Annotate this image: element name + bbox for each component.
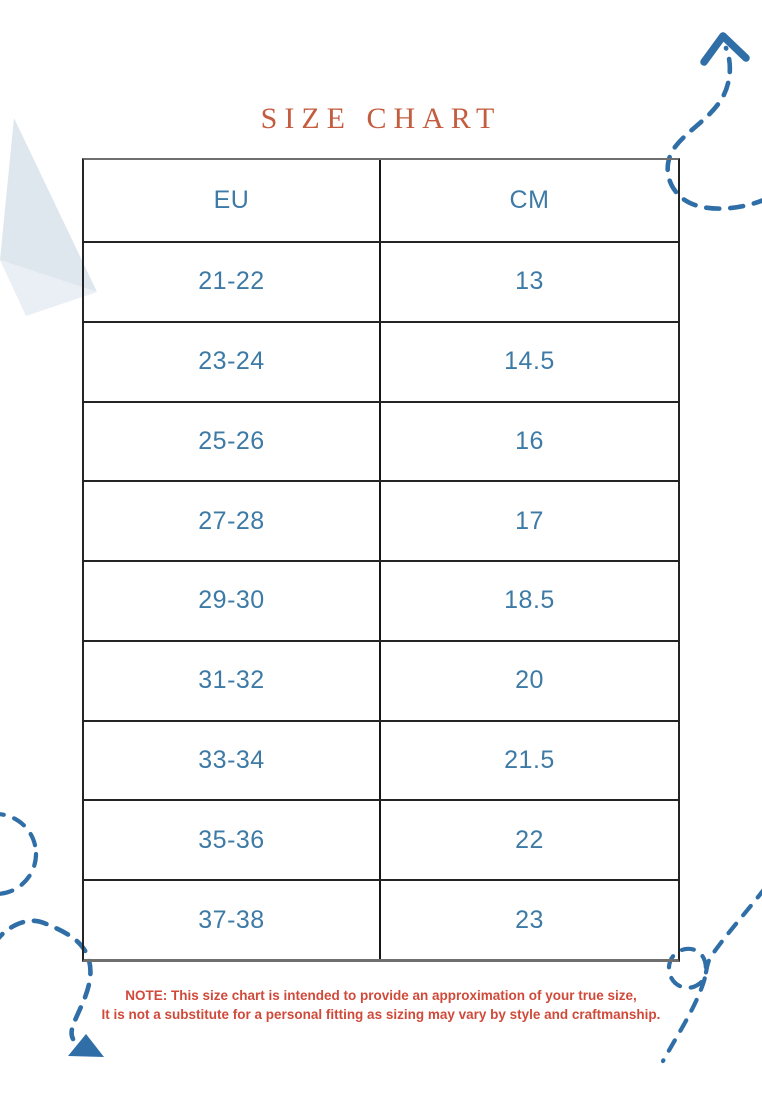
cm-size-cell: 21.5 bbox=[504, 746, 555, 775]
table-row bbox=[84, 241, 678, 321]
cm-size-cell: 16 bbox=[515, 426, 544, 455]
table-row bbox=[84, 480, 678, 560]
table-header-row bbox=[84, 160, 678, 241]
column-header-cm: CM bbox=[509, 186, 550, 214]
eu-size-cell: 27-28 bbox=[84, 482, 381, 560]
table-row bbox=[84, 720, 678, 800]
table-row bbox=[84, 401, 678, 481]
size-chart-table bbox=[82, 158, 680, 962]
page-title: SIZE CHART bbox=[260, 102, 502, 135]
cm-size-cell: 14.5 bbox=[504, 347, 555, 376]
eu-size-cell: 37-38 bbox=[84, 881, 381, 959]
cm-size-cell: 23 bbox=[515, 905, 544, 934]
table-row bbox=[84, 879, 678, 959]
dashed-circle bbox=[0, 814, 36, 894]
arrow-down-left-icon bbox=[68, 1034, 104, 1057]
arrow-up-icon bbox=[704, 36, 746, 62]
table-row bbox=[84, 799, 678, 879]
eu-size-cell: 31-32 bbox=[84, 642, 381, 720]
eu-size-cell: 35-36 bbox=[84, 801, 381, 879]
eu-size-cell: 29-30 bbox=[84, 562, 381, 640]
note-line-1: NOTE: This size chart is intended to provide an approximation of your true size, bbox=[125, 988, 637, 1003]
disclaimer-note bbox=[0, 987, 762, 1024]
cm-size-cell: 22 bbox=[515, 825, 544, 854]
eu-size-cell: 23-24 bbox=[84, 323, 381, 401]
eu-size-cell: 25-26 bbox=[84, 403, 381, 481]
cm-size-cell: 17 bbox=[515, 506, 544, 535]
table-row bbox=[84, 640, 678, 720]
note-line-2: It is not a substitute for a personal fitting as sizing may vary by style and craftmanship. bbox=[101, 1006, 661, 1022]
table-row bbox=[84, 321, 678, 401]
cm-size-cell: 18.5 bbox=[504, 586, 555, 615]
eu-size-cell: 33-34 bbox=[84, 722, 381, 800]
table-row bbox=[84, 560, 678, 640]
cm-size-cell: 20 bbox=[515, 666, 544, 695]
cm-size-cell: 13 bbox=[515, 267, 544, 296]
eu-size-cell: 21-22 bbox=[84, 243, 381, 321]
column-header-eu: EU bbox=[84, 160, 381, 241]
